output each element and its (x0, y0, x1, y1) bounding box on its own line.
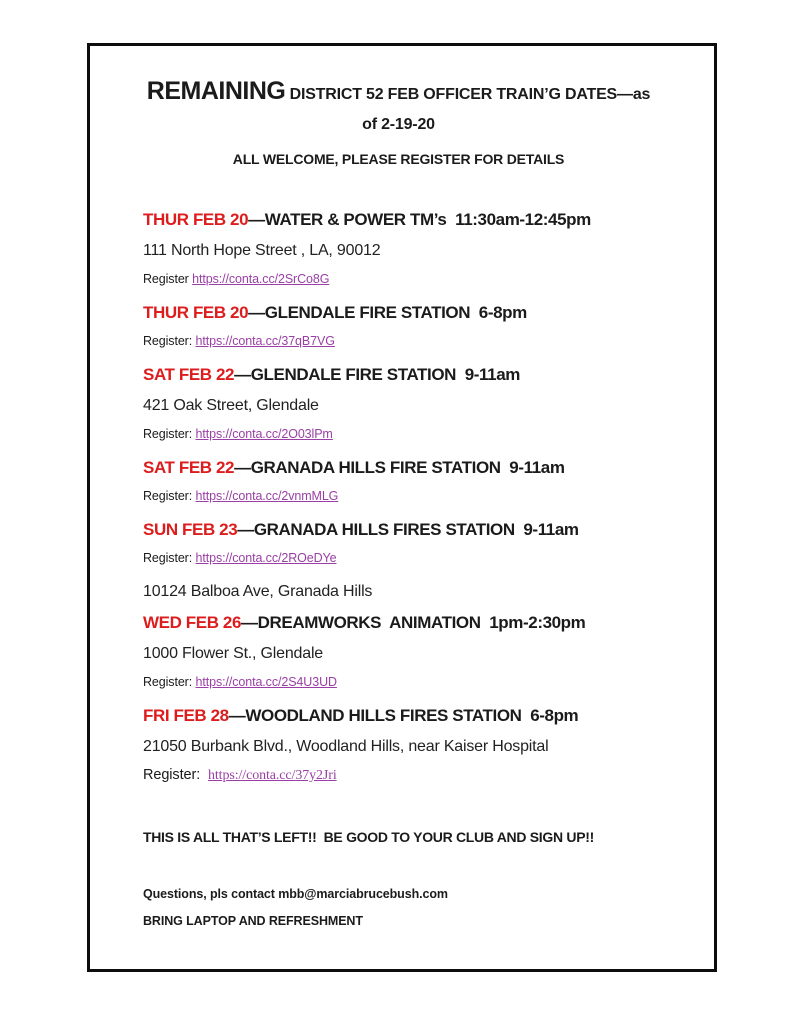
register-link[interactable]: https://conta.cc/2SrCo8G (192, 272, 330, 286)
register-line (143, 427, 654, 442)
event-date: THUR FEB 20 (143, 210, 249, 229)
register-line (143, 675, 654, 690)
event-address: 10124 Balboa Ave, Granada Hills (143, 583, 373, 600)
register-link[interactable]: https://conta.cc/2ROeDYe (195, 551, 337, 565)
event-heading (143, 520, 654, 540)
event-heading (143, 706, 654, 726)
register-link[interactable]: https://conta.cc/37qB7VG (195, 334, 335, 348)
event-heading (143, 365, 654, 385)
event-block (143, 706, 654, 783)
register-line (143, 768, 654, 783)
event-address: 21050 Burbank Blvd., Woodland Hills, near Kaiser Hospital (143, 738, 549, 755)
document-page (87, 43, 717, 972)
register-link[interactable]: https://conta.cc/37y2Jri (207, 768, 337, 783)
event-block (143, 613, 654, 690)
register-label: Register: (143, 427, 196, 441)
register-link[interactable]: https://conta.cc/2S4U3UD (195, 675, 337, 689)
event-block (143, 520, 654, 602)
contact-message: Questions, pls contact mbb@marciabrucebush.com (143, 887, 448, 901)
event-address: 421 Oak Street, Glendale (143, 397, 319, 414)
event-title: —WOODLAND HILLS FIRES STATION 6-8pm (228, 706, 579, 725)
event-block (143, 303, 654, 349)
register-label: Register: (143, 767, 208, 783)
document-title (143, 76, 654, 140)
event-title: —WATER & POWER TM’s 11:30am-12:45pm (248, 210, 591, 229)
event-address: 1000 Flower St., Glendale (143, 645, 323, 662)
event-date: SAT FEB 22 (143, 365, 235, 384)
register-label: Register: (143, 489, 196, 503)
event-date: SUN FEB 23 (143, 520, 238, 539)
document-content (90, 46, 714, 929)
register-label: Register: (143, 675, 196, 689)
event-heading (143, 613, 654, 633)
event-heading (143, 458, 654, 478)
bring-message: BRING LAPTOP AND REFRESHMENT (143, 914, 363, 928)
register-link[interactable]: https://conta.cc/2vnmMLG (195, 489, 339, 503)
document-subtitle: ALL WELCOME, PLEASE REGISTER FOR DETAILS (232, 151, 565, 167)
event-date: THUR FEB 20 (143, 303, 249, 322)
event-heading (143, 303, 654, 323)
event-title: —GLENDALE FIRE STATION 6-8pm (248, 303, 527, 322)
event-title: —GRANADA HILLS FIRES STATION 9-11am (237, 520, 579, 539)
register-label: Register: (143, 551, 196, 565)
register-line (143, 334, 654, 349)
register-label: Register: (143, 334, 196, 348)
register-line (143, 551, 654, 566)
register-line (143, 272, 654, 287)
event-date: WED FEB 26 (143, 613, 242, 632)
event-title: —GLENDALE FIRE STATION 9-11am (234, 365, 520, 384)
register-line (143, 489, 654, 504)
closing-message: THIS IS ALL THAT’S LEFT!! BE GOOD TO YOUR CLUB AND SIGN UP!! (143, 829, 594, 845)
title-emphasis: REMAINING (146, 77, 286, 105)
event-title: —GRANADA HILLS FIRE STATION 9-11am (234, 458, 565, 477)
event-block (143, 458, 654, 504)
register-label: Register (143, 272, 193, 286)
register-link[interactable]: https://conta.cc/2O03lPm (195, 427, 333, 441)
title-rest: DISTRICT 52 FEB OFFICER TRAIN’G DATES—as of 2-19-20 (285, 86, 655, 133)
event-date: FRI FEB 28 (143, 706, 229, 725)
event-date: SAT FEB 22 (143, 458, 235, 477)
event-block (143, 365, 654, 442)
event-address: 111 North Hope Street , LA, 90012 (143, 242, 381, 259)
event-block (143, 210, 654, 287)
event-heading (143, 210, 654, 230)
event-title: —DREAMWORKS ANIMATION 1pm-2:30pm (241, 613, 586, 632)
event-list (143, 210, 654, 783)
